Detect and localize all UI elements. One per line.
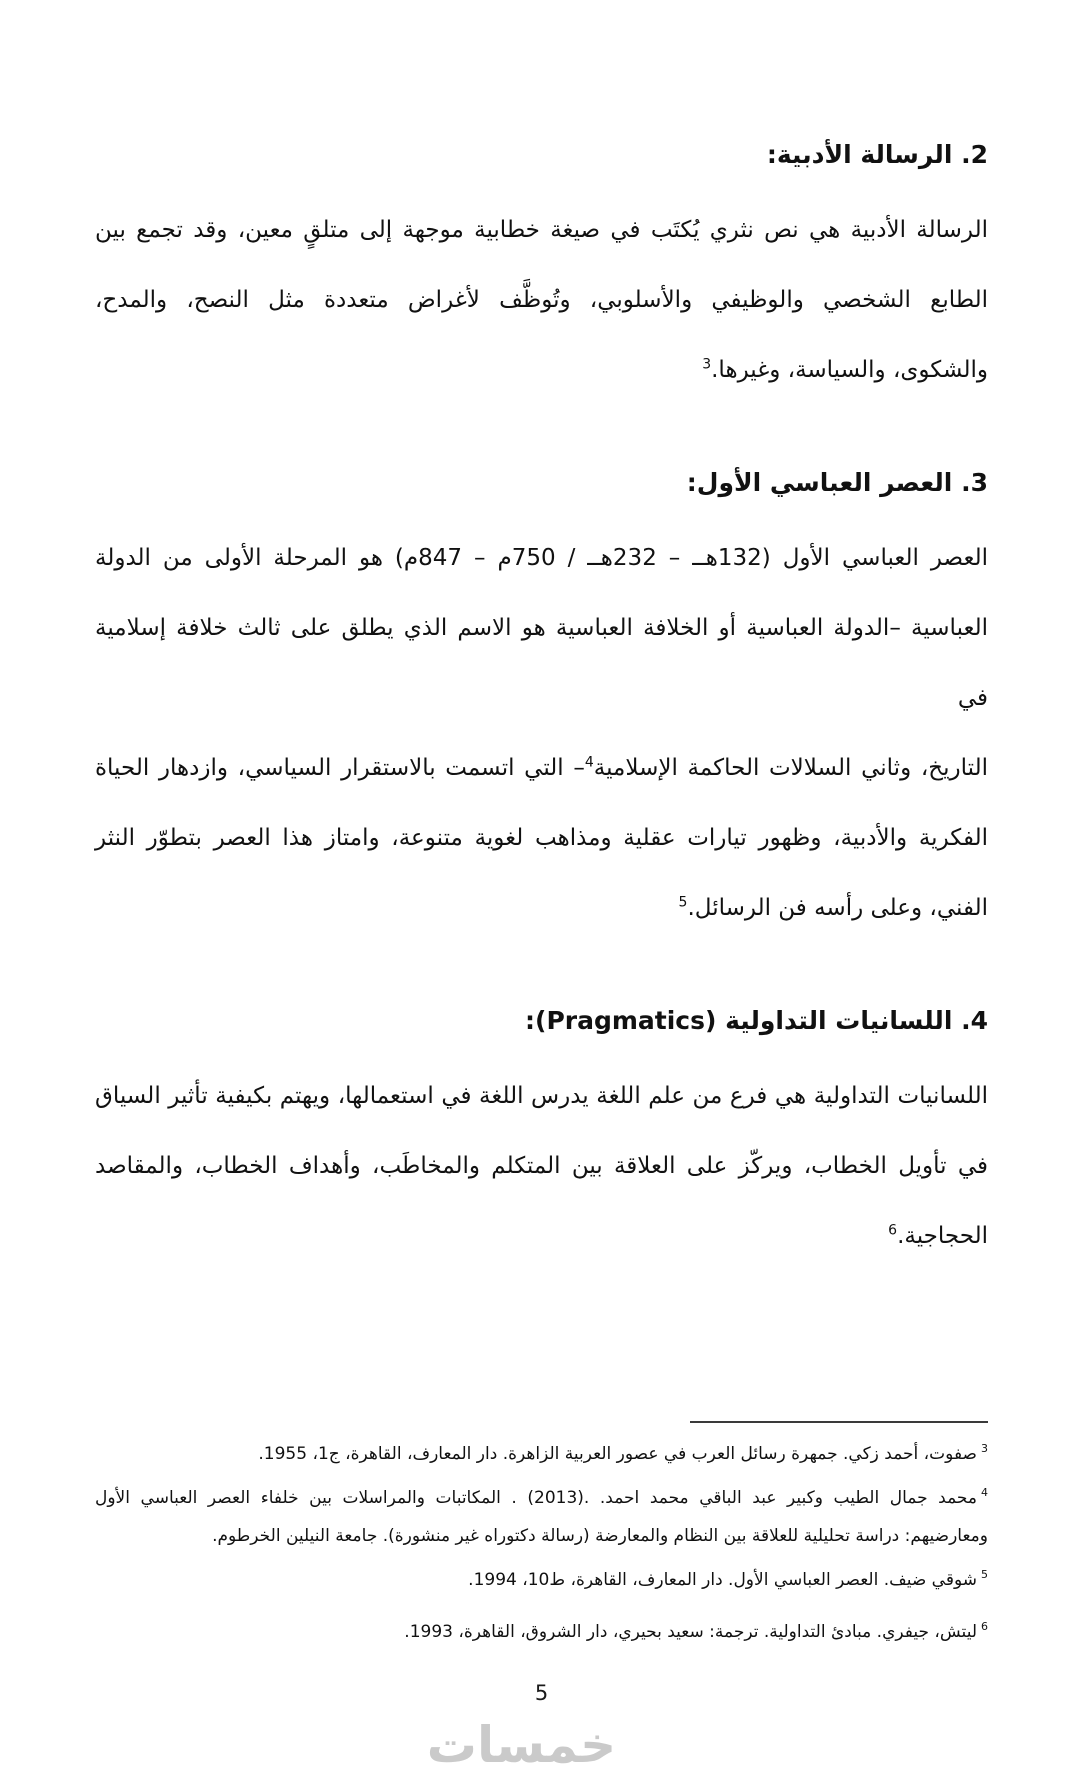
text-line [95,803,988,873]
footnote-text: ليتش، جيفري. مبادئ التداولية. ترجمة: سعيد بحيري، دار الشروق، القاهرة، 1993. [404,1622,977,1642]
text-line [95,195,988,265]
footnote-marker-5: 5 [981,1568,988,1582]
text-segment: الطابع الشخصي والوظيفي والأسلوبي، وتُوظَّف لأغراض متعددة مثل النصح، والمدح، [95,287,988,313]
text-segment: العصر العباسي الأول (132هــ – 232هــ / 750م – 847م) هو المرحلة الأولى من الدولة [95,545,988,571]
text-segment: الحجاجية. [897,1223,988,1249]
footnote-separator [690,1421,988,1423]
text-line [95,1201,988,1271]
text-segment: والشكوى، والسياسة، وغيرها. [711,357,988,383]
text-segment: – التي اتسمت بالاستقرار السياسي، وازدهار الحياة [95,755,585,781]
text-line [95,733,988,803]
text-segment: العباسية –الدولة العباسية أو الخلافة العباسية هو الاسم الذي يطلق على ثالث خلافة إسلامية في [95,615,988,711]
section-heading-pragmatics: 4. اللسانيات التداولية (Pragmatics): [525,1006,988,1035]
paragraph-abbasid-era [95,523,988,943]
page-number: 5 [534,1681,549,1705]
section-heading-literary-epistle: 2. الرسالة الأدبية: [766,140,988,169]
text-line [95,593,988,733]
footnotes-section [95,1435,988,1651]
footnote-ref-5: 5 [678,894,688,911]
footnote-marker-3: 3 [981,1442,988,1456]
footnote-ref-3: 3 [702,356,712,373]
footnote-text: محمد جمال الطيب وكبير عبد الباقي محمد احمد. .(2013) . المكاتبات والمراسلات بين خلفاء العصر العباسي الأول ومعارضيهم: دراسة تحليلية للعلاقة بين النظام والمعارضة (رسالة دكتوراه غير منشورة). جامعة النيلين الخرطوم. [95,1488,988,1546]
text-segment: الفني، وعلى رأسه فن الرسائل. [687,895,988,921]
section-heading-abbasid-era: 3. العصر العباسي الأول: [686,468,988,497]
footnote-ref-6: 6 [888,1222,898,1239]
footnote-4 [95,1479,988,1555]
paragraph-literary-epistle [95,195,988,405]
footnote-marker-4: 4 [981,1486,988,1500]
text-segment: في تأويل الخطاب، ويركّز على العلاقة بين المتكلم والمخاطَب، وأهداف الخطاب، والمقاصد [95,1153,988,1179]
text-line [95,523,988,593]
text-line [95,335,988,405]
footnote-ref-4: 4 [584,754,594,771]
footnote-text: شوقي ضيف. العصر العباسي الأول. دار المعارف، القاهرة، ط10، 1994. [468,1570,977,1590]
text-line [95,1061,988,1131]
footnote-text: صفوت، أحمد زكي. جمهرة رسائل العرب في عصور العربية الزاهرة. دار المعارف، القاهرة، ج1، 1955. [258,1444,977,1464]
footnote-6 [95,1613,988,1651]
text-line [95,873,988,943]
text-line [95,1131,988,1201]
text-segment: الفكرية والأدبية، وظهور تيارات عقلية ومذاهب لغوية متنوعة، وامتاز هذا العصر بتطوّر النثر [95,825,988,851]
text-segment: الرسالة الأدبية هي نص نثري يُكتَب في صيغة خطابية موجهة إلى متلقٍ معين، وقد تجمع بين [95,217,988,243]
paragraph-pragmatics [95,1061,988,1271]
text-segment: اللسانيات التداولية هي فرع من علم اللغة يدرس اللغة في استعمالها، ويهتم بكيفية تأثير السياق [95,1083,988,1109]
footnote-3 [95,1435,988,1473]
text-segment: التاريخ، وثاني السلالات الحاكمة الإسلامية [593,755,988,781]
footnote-marker-6: 6 [981,1620,988,1634]
text-line [95,265,988,335]
khamsat-watermark: خمسات [426,1716,617,1774]
footnote-5 [95,1561,988,1599]
